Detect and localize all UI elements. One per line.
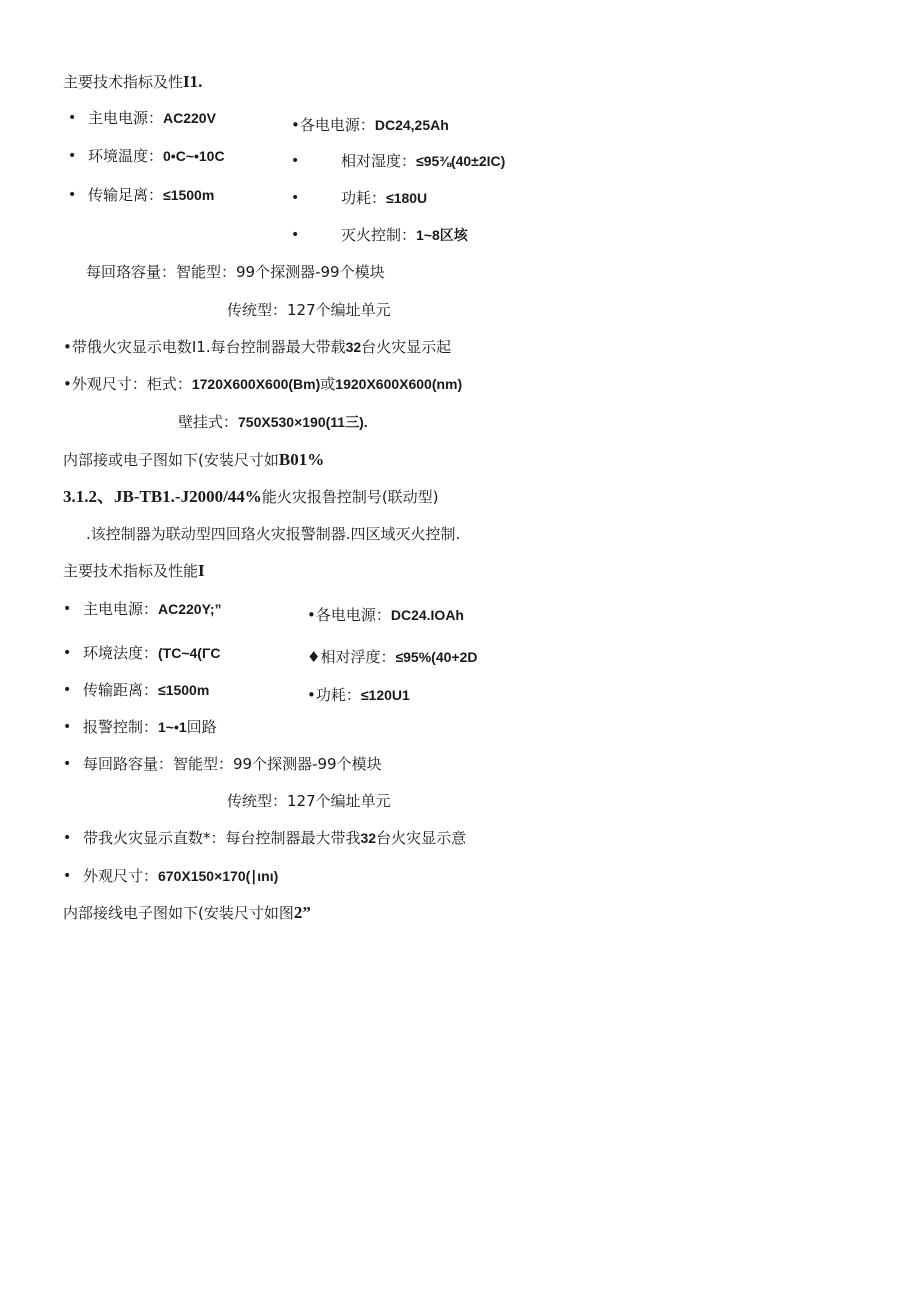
- distance-spec-2: 传输距离：≤1500m: [83, 681, 210, 699]
- bullet-display-2: •: [63, 830, 72, 846]
- section1-heading: 主要技术指标及性I1.: [63, 72, 203, 91]
- humidity-spec: 相对湿度：≤95⅜(40±2IC): [341, 152, 506, 170]
- backup-power-spec: •各电电源：DC24,25Ah: [291, 116, 449, 134]
- bullet-alarm-control: •: [63, 719, 72, 735]
- conventional-spec: 传统型：127个编址单元: [227, 301, 391, 319]
- bullet-fire-control: •: [291, 227, 300, 243]
- fire-control-spec: 灭火控制：1~8区垓: [341, 226, 468, 244]
- bullet-distance: •: [68, 187, 77, 203]
- temperature-spec-2: 环境法度：(TC~4(ΓC: [83, 644, 221, 662]
- bullet-main-power-2: •: [63, 601, 72, 617]
- section2-title: 3.1.2、JB-TB1.-J2000/44%能火灾报鲁控制号(联动型): [63, 487, 439, 506]
- display-spec: •带俄火灾显示电数I1.每台控制器最大带载32台火灾显示起: [63, 338, 452, 356]
- power-consumption-spec-2: •功耗：≤120U1: [307, 686, 410, 704]
- bullet-temperature: •: [68, 148, 77, 164]
- alarm-control-spec: 报警控制：1~•1回路: [83, 718, 217, 736]
- bullet-distance-2: •: [63, 682, 72, 698]
- loop-capacity-spec: 每回珞容量：智能型：99个探测器-99个模块: [86, 263, 385, 281]
- section2-heading: 主要技术指标及性能I: [63, 561, 205, 580]
- bullet-power-consumption: •: [291, 190, 300, 206]
- main-power-spec: 主电电源：AC220V: [88, 109, 216, 127]
- wall-mounted-spec: 壁挂式：750X530×190(11三).: [178, 413, 368, 431]
- main-power-spec-2: 主电电源：AC220Y;”: [83, 600, 222, 618]
- wiring-note: 内部接或电子图如下(安装尺寸如B01%: [63, 450, 325, 469]
- loop-capacity-spec-2: 每回路容量：智能型：99个探测器-99个模块: [83, 755, 382, 773]
- power-consumption-spec: 功耗：≤180U: [341, 189, 428, 207]
- bullet-loop-capacity-2: •: [63, 756, 72, 772]
- display-spec-2: 带我火灾显示直数*：每台控制器最大带我32台火灾显示意: [83, 829, 467, 847]
- wiring-note-2: 内部接线电子图如下(安装尺寸如图2”: [63, 903, 311, 922]
- section2-intro: .该控制器为联动型四回珞火灾报警制器.四区域灭火控制.: [86, 525, 461, 543]
- bullet-temperature-2: •: [63, 645, 72, 661]
- humidity-spec-2: ♦相对浮度：≤95%(40+2D: [307, 648, 478, 666]
- dimensions-spec-2: 外观尺寸：670X150×170(∣ιnι): [83, 867, 279, 885]
- distance-spec: 传输足离：≤1500m: [88, 186, 215, 204]
- backup-power-spec-2: •各电电源：DC24.IOAh: [307, 606, 464, 624]
- conventional-spec-2: 传统型：127个编址单元: [227, 792, 391, 810]
- bullet-dimensions-2: •: [63, 868, 72, 884]
- dimensions-spec: •外观尺寸：柜式：1720X600X600(Bm)或1920X600X600(nm): [63, 375, 463, 393]
- bullet-humidity: •: [291, 153, 300, 169]
- bullet-main-power: •: [68, 110, 77, 126]
- temperature-spec: 环境温度：0•C~•10C: [88, 147, 225, 165]
